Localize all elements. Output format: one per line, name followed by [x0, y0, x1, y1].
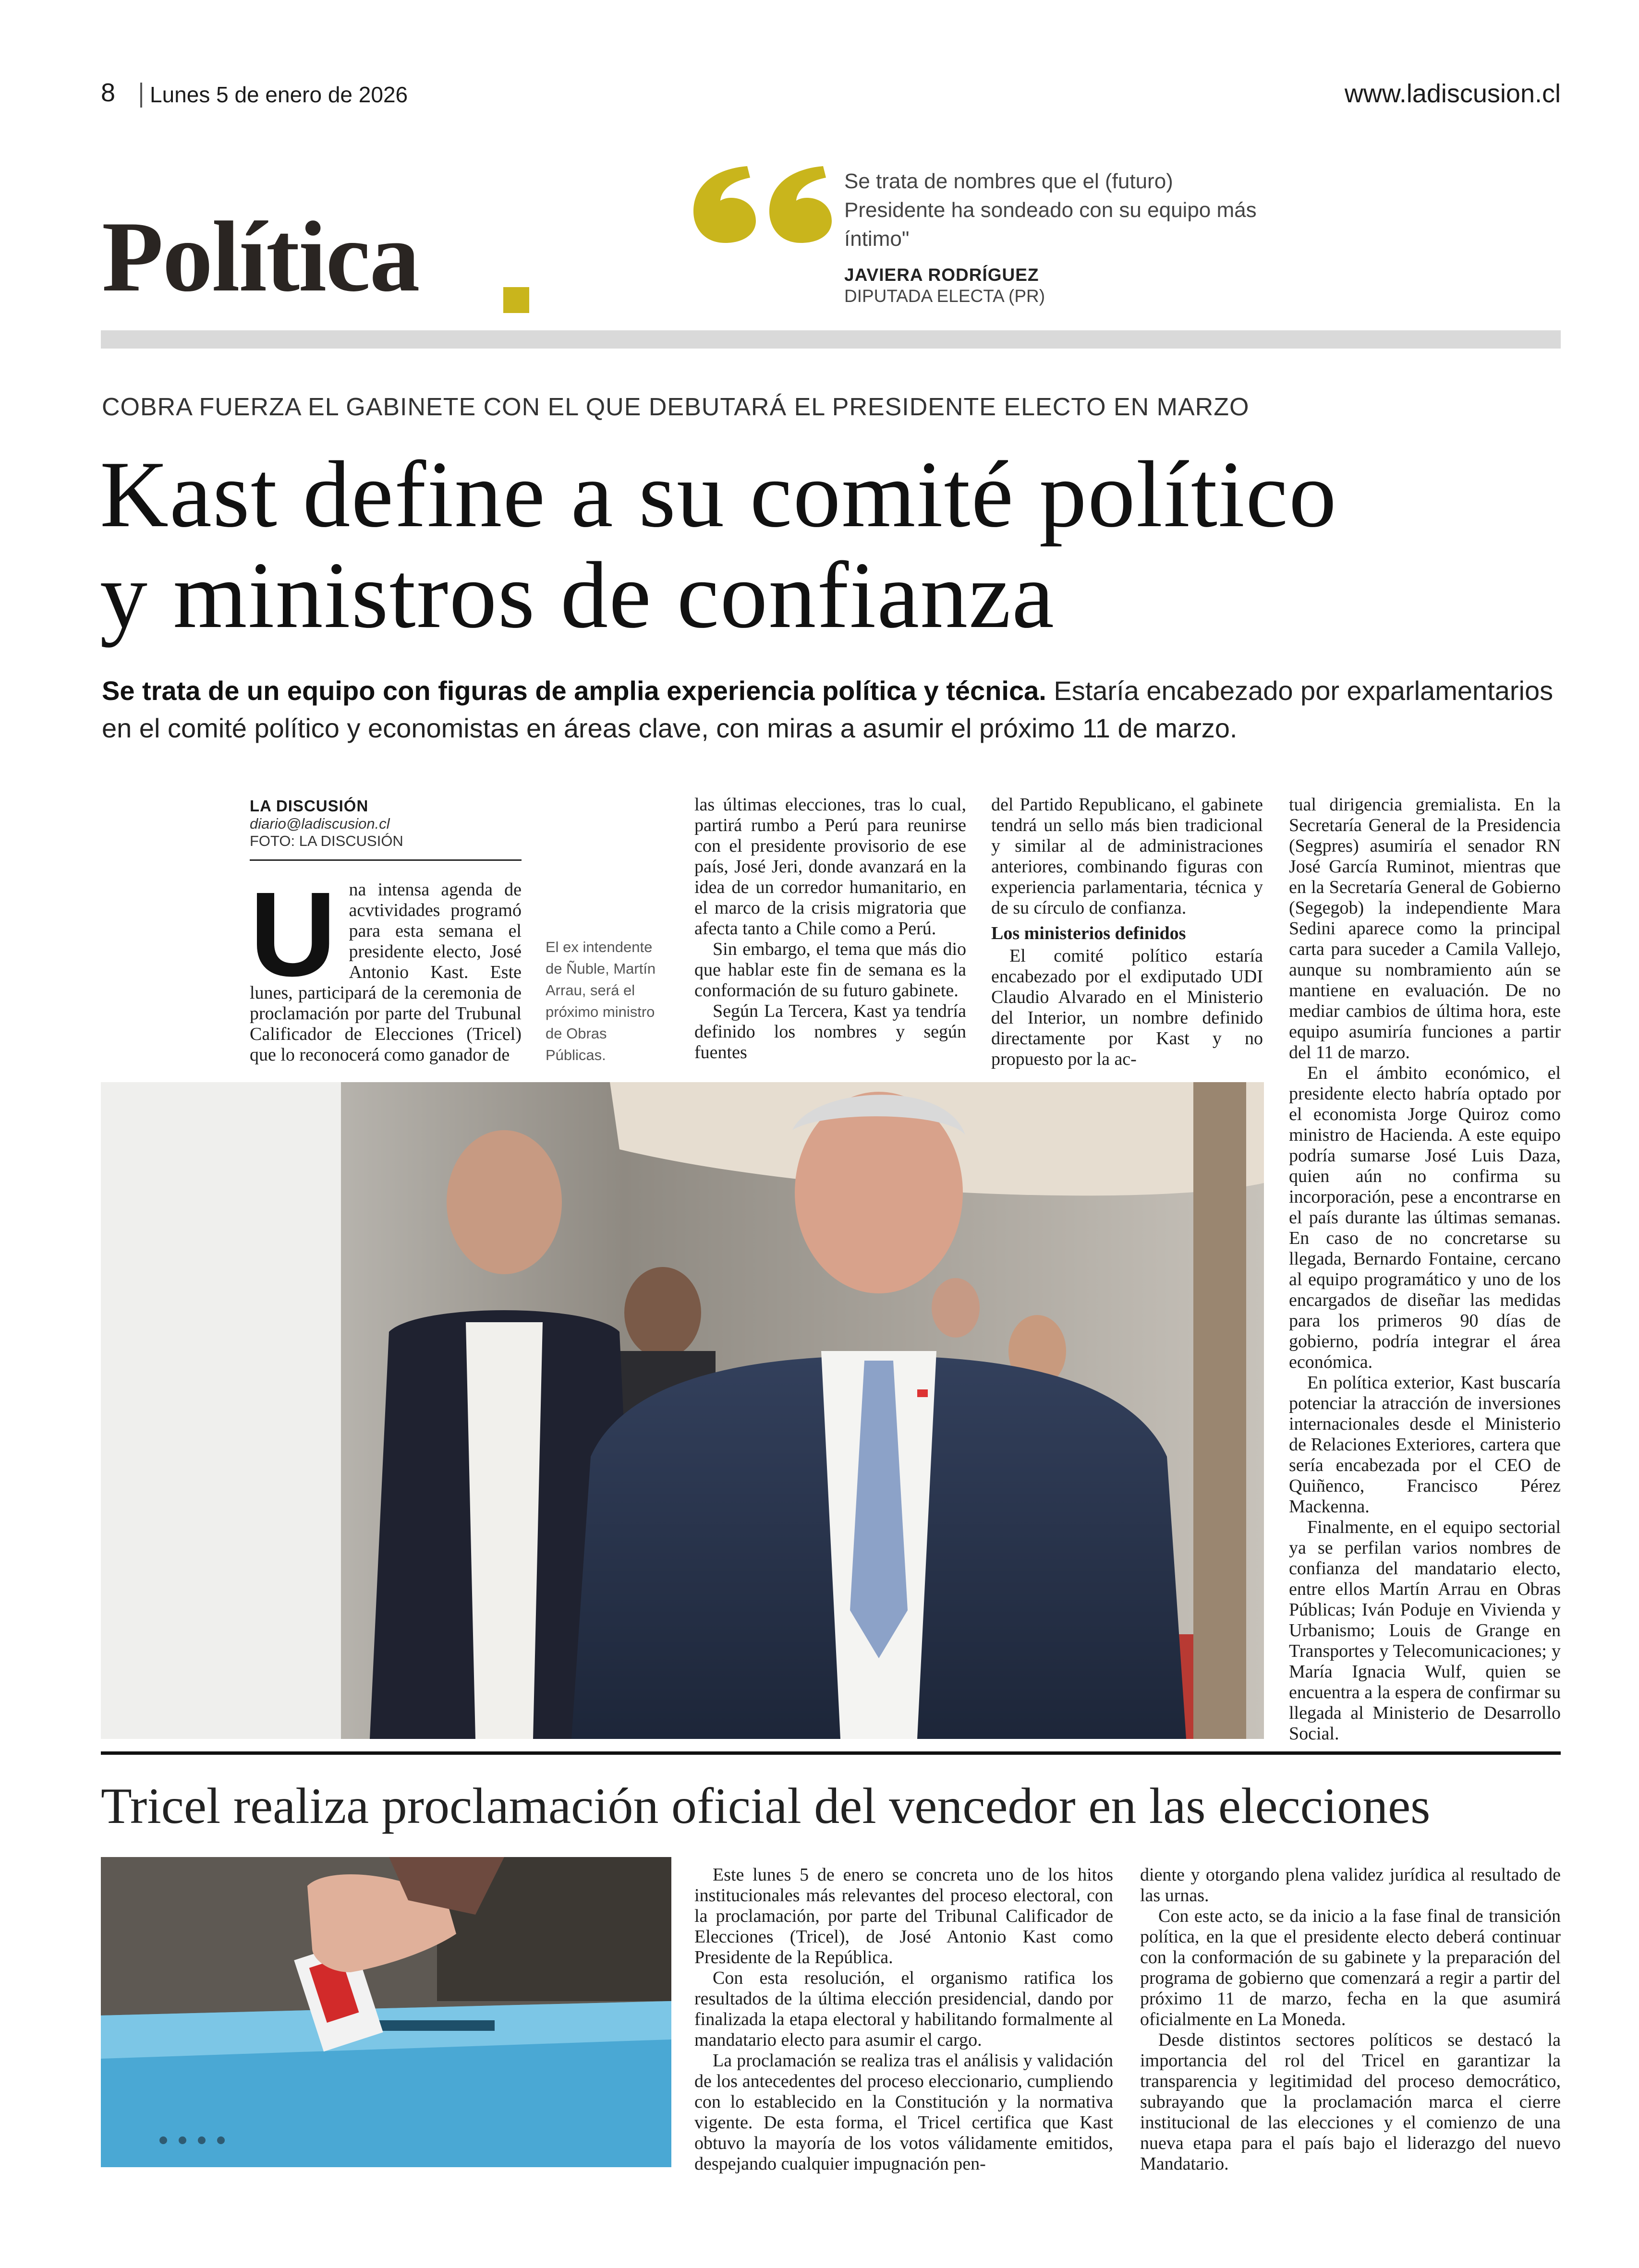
byline-email[interactable]: diario@ladiscusion.cl — [250, 815, 390, 832]
article-column-1 — [250, 880, 522, 1072]
paragraph: El comité político estaría encabezado por el exdiputado UDI Claudio Alvarado en el Ministerio del Interior, un nombre definido directamente por Kast y no propuesto por la ac- — [991, 946, 1263, 1069]
paragraph: diente y otorgando plena validez jurídica al resultado de las urnas. — [1140, 1865, 1561, 1906]
quote-mark-icon — [692, 163, 836, 245]
paragraph: Según La Tercera, Kast ya tendría definido los nombres y según fuentes — [694, 1001, 966, 1062]
paragraph: Desde distintos sectores políticos se destacó la importancia del rol del Tricel en garantizar la transparencia y legitimidad del proceso democrático, subrayando que la proclamación marca el cierre institucional de las elecciones y el comienzo de una nueva etapa para el país bajo el liderazgo del nuevo Mandatario. — [1140, 2030, 1561, 2174]
paragraph: Finalmente, en el equipo sectorial ya se perfilan varios nombres de confianza del mandatario electo, entre ellos Martín Arrau en Obras Públicas; Iván Poduje en Vivienda y Urbanismo; Louis de Grange en Transportes y Telecomunicaciones; y María Ignacia Wulf, quien se encuentra a la espera de confirmar su llegada al Ministerio de Desarrollo Social. — [1289, 1517, 1561, 1744]
paragraph: En el ámbito económico, el presidente electo habría optado por el economista Jorge Quiroz como ministro de Hacienda. A este equipo podría sumarse José Luis Daza, quien aún no confirma su incorporación, pese a encontrarse en el país durante las últimas semanas. En caso de no concretarse su llegada, Bernardo Fontaine, cercano al equipo programático y uno de los encargados de diseñar las medidas para los primeros 90 días de gobierno, podría integrar el área económica. — [1289, 1063, 1561, 1372]
section-divider-bar — [101, 330, 1561, 349]
paragraph: En política exterior, Kast buscaría potenciar la atracción de inversiones internacionales desde el Ministerio de Relaciones Exteriores, cartera que sería encabezada por el CEO de Quiñenco, Francisco Pérez Mackenna. — [1289, 1373, 1561, 1517]
article-column-3 — [991, 795, 1263, 1073]
paragraph: La proclamación se realiza tras el análisis y validación de los antecedentes del proceso eleccionario, cumpliendo con lo establecido en la Constitución y la normativa vigente. De esta forma, el Tricel certifica que Kast obtuvo la mayoría de los votos válidamente emitidos, despejando cualquier impugnación pen- — [694, 2051, 1113, 2174]
paragraph: tual dirigencia gremialista. En la Secretaría General de la Presidencia (Segpres) asumiría el senador RN José García Ruminot, mientras que en la Secretaría General de Gobierno (Segegob) la independiente Mara Sedini aparece como la principal carta para suceder a Camila Vallejo, aunque su nombramiento aún se mantiene en evaluación. De no mediar cambios de última hora, este equipo asumiría funciones a partir del 11 de marzo. — [1289, 795, 1561, 1062]
paragraph: las últimas elecciones, tras lo cual, partirá rumbo a Perú para reunirse con el presidente provisorio de ese país, José Jeri, donde avanzará en la idea de un corredor humanitario, en el marco de la crisis migratoria que afecta tanto a Chile como a Perú. — [694, 795, 966, 939]
paragraph: na intensa agenda de acvtividades programó para esta semana el presidente electo, José Antonio Kast. Este lunes, participará de la ceremonia de proclamación por parte del Trubunal Calificador de Elecciones (Tricel) que lo reconocerá como ganador de — [250, 880, 522, 1065]
byline-organization: LA DISCUSIÓN — [250, 797, 369, 815]
quote-author: JAVIERA RODRÍGUEZ — [844, 265, 1039, 285]
story2-headline: Tricel realiza proclamación oficial del vencedor en las elecciones — [101, 1778, 1431, 1834]
article-kicker: COBRA FUERZA EL GABINETE CON EL QUE DEBUTARÁ EL PRESIDENTE ELECTO EN MARZO — [102, 393, 1250, 421]
header-separator — [140, 83, 142, 108]
headline-line-1: Kast define a su comité político — [100, 442, 1337, 547]
ballot-photo-illustration — [101, 1857, 671, 2167]
section-accent-dot — [503, 287, 529, 313]
story2-column-1 — [694, 1865, 1113, 2239]
website-link[interactable]: www.ladiscusion.cl — [1344, 79, 1561, 108]
drop-cap: U — [250, 880, 337, 1001]
article-lead — [102, 672, 1566, 747]
article-headline — [100, 444, 1579, 646]
story-divider — [101, 1751, 1561, 1755]
paragraph: Con este acto, se da inicio a la fase final de transición política, en la que el presidente electo deberá continuar con la conformación de su gabinete y la preparación del programa de gobierno que comenzará a regir a partir del próximo 11 de marzo, fecha en la que asumirá oficialmente en La Moneda. — [1140, 1906, 1561, 2029]
subheading: Los ministerios definidos — [991, 923, 1186, 943]
pull-quote-text: Se trata de nombres que el (futuro) Presidente ha sondeado con su equipo más íntimo" — [844, 169, 1257, 251]
section-title: Política — [102, 201, 419, 313]
page-number: 8 — [101, 78, 116, 107]
photo-caption: El ex intendente de Ñuble, Martín Arrau, será el próximo ministro de Obras Públicas. — [546, 939, 656, 1063]
ballot-photo — [101, 1857, 671, 2167]
main-photo-illustration — [101, 1082, 1264, 1739]
paragraph: Con esta resolución, el organismo ratifica los resultados de la última elección presidencial, dando por finalizada la etapa electoral y habilitando formalmente al mandatario electo para asumir el cargo. — [694, 1968, 1113, 2050]
main-photo — [101, 1082, 1264, 1739]
paragraph: Sin embargo, el tema que más dio que hablar este fin de semana es la conformación de su futuro gabinete. — [694, 939, 966, 1001]
byline-rule — [250, 859, 522, 861]
story2-column-2 — [1140, 1865, 1561, 2239]
headline-line-2: y ministros de confianza — [100, 543, 1055, 648]
quote-author-role: DIPUTADA ELECTA (PR) — [844, 286, 1045, 306]
paragraph: del Partido Republicano, el gabinete tendrá un sello más bien tradicional y similar al de administraciones anteriores, combinando figuras con experiencia parlamentaria, técnica y de su círculo de confianza. — [991, 795, 1263, 918]
article-column-2 — [694, 795, 966, 1073]
article-column-4 — [1289, 795, 1561, 1755]
paragraph: Este lunes 5 de enero se concreta uno de los hitos institucionales más relevantes del proceso electoral, con la proclamación, por parte del Tribunal Calificador de Elecciones (Tricel), de José Antonio Kast como Presidente de la República. — [694, 1865, 1113, 1967]
issue-date: Lunes 5 de enero de 2026 — [150, 82, 408, 107]
lead-rest: Estaría encabezado por exparlamentarios en el comité político y economistas en áreas clave, con miras a asumir el próximo 11 de marzo. — [102, 676, 1554, 743]
lead-bold: Se trata de un equipo con figuras de amplia experiencia política y técnica. — [102, 676, 1046, 706]
byline-photo-credit: FOTO: LA DISCUSIÓN — [250, 832, 403, 849]
